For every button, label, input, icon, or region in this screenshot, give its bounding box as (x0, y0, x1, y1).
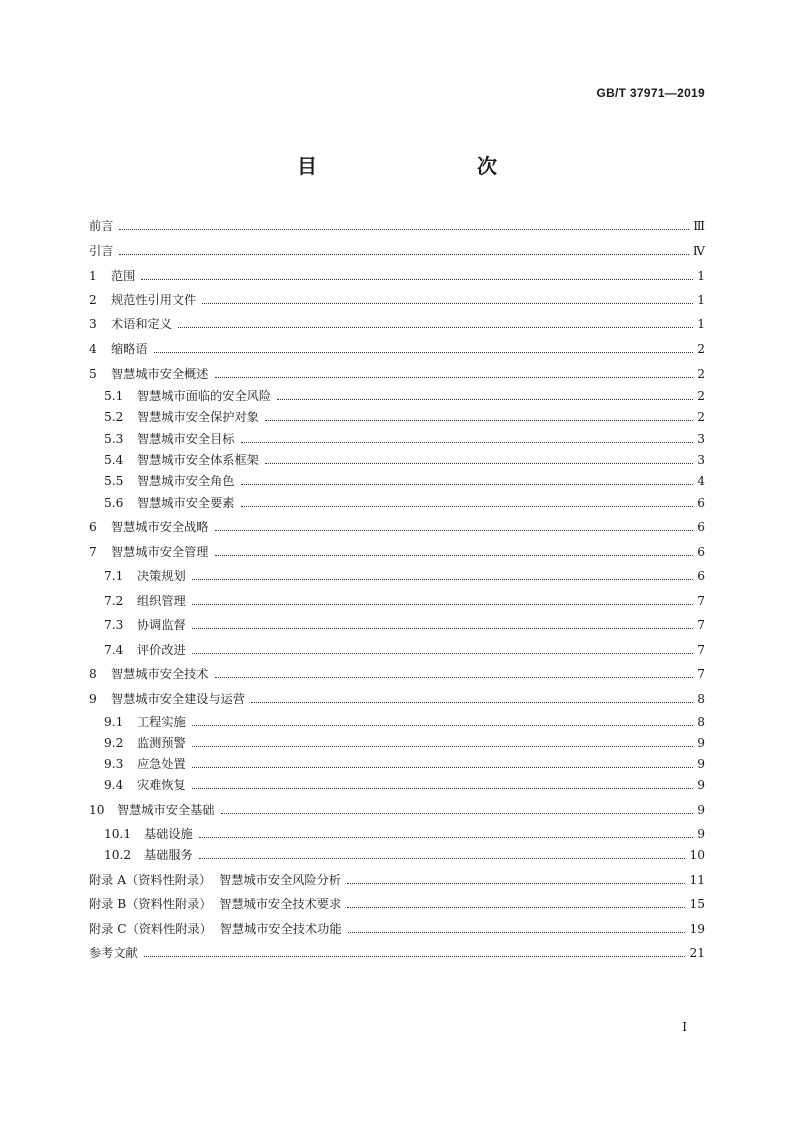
toc-number: 4 (89, 342, 97, 356)
toc-number: 5.2 (104, 410, 124, 424)
toc-page: 19 (689, 922, 705, 936)
leader-dots (265, 463, 693, 464)
toc-page: 6 (697, 545, 705, 559)
toc-entry-7-1[interactable] (89, 569, 705, 584)
toc-number: 7.3 (104, 618, 124, 632)
toc-page: 1 (697, 269, 705, 283)
toc-entry-7-4[interactable] (89, 643, 705, 658)
toc-page: 9 (697, 736, 705, 750)
toc-entry-appendix-a[interactable] (89, 873, 705, 888)
toc-entry-5-4[interactable] (89, 453, 705, 468)
toc-number: 5.1 (104, 389, 124, 403)
toc-entry-7-3[interactable] (89, 618, 705, 633)
toc-label: 组织管理 (137, 594, 186, 608)
leader-dots (199, 837, 693, 838)
leader-dots (154, 352, 694, 353)
toc-label: 缩略语 (111, 342, 148, 356)
leader-dots (192, 579, 693, 580)
leader-dots (241, 484, 694, 485)
toc-label: 参考文献 (89, 946, 138, 960)
toc-number: 9.4 (104, 778, 124, 792)
toc-page: 7 (697, 643, 705, 657)
toc-label: 灾难恢复 (137, 778, 186, 792)
leader-dots (347, 907, 685, 908)
toc-page: Ⅲ (693, 219, 705, 233)
toc-number: 9.1 (104, 715, 124, 729)
leader-dots (178, 327, 693, 328)
leader-dots (277, 399, 693, 400)
toc-label: 监测预警 (137, 736, 186, 750)
toc-number: 5.3 (104, 432, 124, 446)
toc-label: 附录 B（资料性附录） 智慧城市安全技术要求 (89, 897, 342, 911)
toc-label: 智慧城市安全要素 (137, 496, 235, 510)
leader-dots (265, 420, 693, 421)
leader-dots (192, 604, 693, 605)
toc-entry-10-2[interactable] (89, 848, 705, 863)
toc-entry-9-3[interactable] (89, 757, 705, 772)
toc-label: 智慧城市安全概述 (111, 367, 209, 381)
toc-page: 21 (689, 946, 705, 960)
leader-dots (347, 883, 685, 884)
toc-number: 9.3 (104, 757, 124, 771)
toc-page: 3 (697, 432, 705, 446)
toc-entry-7[interactable] (89, 545, 705, 560)
toc-number: 9 (89, 692, 97, 706)
toc-entry-bibliography[interactable] (89, 946, 705, 961)
toc-label: 智慧城市安全目标 (137, 432, 235, 446)
toc-entry-5-5[interactable] (89, 474, 705, 489)
leader-dots (202, 303, 693, 304)
leader-dots (241, 506, 694, 507)
leader-dots (192, 725, 693, 726)
leader-dots (192, 653, 693, 654)
toc-number: 1 (89, 269, 97, 283)
toc-number: 3 (89, 317, 97, 331)
toc-entry-5-3[interactable] (89, 432, 705, 447)
toc-entry-5[interactable] (89, 367, 705, 382)
page-title: 目 次 (297, 154, 537, 178)
toc-number: 10.1 (104, 827, 132, 841)
toc-page: 9 (697, 827, 705, 841)
leader-dots (215, 555, 694, 556)
toc-label: 规范性引用文件 (111, 293, 197, 307)
toc-entry-foreword[interactable] (89, 219, 705, 234)
toc-number: 5.6 (104, 496, 124, 510)
leader-dots (192, 767, 693, 768)
toc-page: 7 (697, 594, 705, 608)
toc-label: 智慧城市安全体系框架 (137, 453, 259, 467)
toc-label: 智慧城市面临的安全风险 (137, 389, 272, 403)
toc-number: 7.1 (104, 569, 124, 583)
toc-entry-5-6[interactable] (89, 496, 705, 511)
toc-label: 范围 (111, 269, 136, 283)
leader-dots (241, 442, 694, 443)
leader-dots (144, 956, 686, 957)
toc-page: 1 (697, 317, 705, 331)
leader-dots (221, 813, 694, 814)
toc-number: 5.4 (104, 453, 124, 467)
toc-page: 2 (697, 410, 705, 424)
toc-page: 1 (697, 293, 705, 307)
toc-page: 8 (697, 692, 705, 706)
leader-dots (192, 628, 693, 629)
toc-page: 2 (697, 389, 705, 403)
toc-entry-2[interactable] (89, 293, 705, 308)
toc-number: 7.4 (104, 643, 124, 657)
leader-dots (192, 746, 693, 747)
toc-label: 工程实施 (137, 715, 186, 729)
toc-entry-9[interactable] (89, 692, 705, 707)
toc-number: 2 (89, 293, 97, 307)
toc-entry-10-1[interactable] (89, 827, 705, 842)
toc-number: 7.2 (104, 594, 124, 608)
toc-label: 智慧城市安全基础 (117, 803, 215, 817)
toc-page: 9 (697, 778, 705, 792)
toc-page: 11 (689, 873, 705, 887)
toc-label: 智慧城市安全保护对象 (137, 410, 259, 424)
toc-label: 附录 C（资料性附录） 智慧城市安全技术功能 (89, 922, 342, 936)
toc-entry-introduction[interactable] (89, 244, 705, 259)
toc-number: 5.5 (104, 474, 124, 488)
toc-page: 6 (697, 569, 705, 583)
leader-dots (119, 229, 689, 230)
toc-entry-9-4[interactable] (89, 778, 705, 793)
leader-dots (215, 530, 694, 531)
toc-label: 引言 (89, 244, 114, 258)
standard-code: GB/T 37971—2019 (596, 86, 705, 100)
toc-page: 7 (697, 618, 705, 632)
leader-dots (119, 254, 688, 255)
toc-label: 评价改进 (137, 643, 186, 657)
toc-page: 2 (697, 367, 705, 381)
toc-label: 术语和定义 (111, 317, 172, 331)
toc-label: 应急处置 (137, 757, 186, 771)
leader-dots (215, 677, 694, 678)
toc-entry-4[interactable] (89, 342, 705, 357)
toc-page: 3 (697, 453, 705, 467)
toc-page: 6 (697, 520, 705, 534)
leader-dots (251, 702, 693, 703)
toc-label: 智慧城市安全角色 (137, 474, 235, 488)
toc-entry-6[interactable] (89, 520, 705, 535)
toc-page: 6 (697, 496, 705, 510)
toc-entry-5-2[interactable] (89, 410, 705, 425)
toc-entry-8[interactable] (89, 667, 705, 682)
toc-page: 8 (697, 715, 705, 729)
toc-label: 决策规划 (137, 569, 186, 583)
toc-page: 4 (697, 474, 705, 488)
toc-page: 9 (697, 803, 705, 817)
toc-page: 9 (697, 757, 705, 771)
toc-number: 10.2 (104, 848, 132, 862)
leader-dots (141, 279, 693, 280)
leader-dots (192, 788, 693, 789)
toc-entry-5-1[interactable] (89, 389, 705, 404)
toc-label: 基础设施 (144, 827, 193, 841)
leader-dots (215, 377, 694, 378)
toc-number: 5 (89, 367, 97, 381)
leader-dots (199, 858, 686, 859)
toc-entry-1[interactable] (89, 269, 705, 284)
toc-label: 智慧城市安全建设与运营 (111, 692, 246, 706)
toc-entry-7-2[interactable] (89, 594, 705, 609)
page-number: I (682, 1020, 687, 1034)
toc-page: 10 (689, 848, 705, 862)
toc-label: 智慧城市安全管理 (111, 545, 209, 559)
toc-entry-10[interactable] (89, 803, 705, 818)
toc-label: 基础服务 (144, 848, 193, 862)
toc-entry-appendix-c[interactable] (89, 922, 705, 937)
toc-page: 2 (697, 342, 705, 356)
toc-entry-9-1[interactable] (89, 715, 705, 730)
toc-number: 10 (89, 803, 105, 817)
toc-number: 7 (89, 545, 97, 559)
toc-number: 8 (89, 667, 97, 681)
toc-label: 协调监督 (137, 618, 186, 632)
toc-number: 6 (89, 520, 97, 534)
toc-page: Ⅳ (692, 244, 705, 258)
toc-label: 附录 A（资料性附录） 智慧城市安全风险分析 (89, 873, 341, 887)
toc-entry-appendix-b[interactable] (89, 897, 705, 912)
toc-page: 15 (689, 897, 705, 911)
toc-label: 智慧城市安全战略 (111, 520, 209, 534)
toc-entry-3[interactable] (89, 317, 705, 332)
toc-label: 智慧城市安全技术 (111, 667, 209, 681)
toc-entry-9-2[interactable] (89, 736, 705, 751)
leader-dots (348, 932, 686, 933)
toc-page: 7 (697, 667, 705, 681)
toc-number: 9.2 (104, 736, 124, 750)
toc-label: 前言 (89, 219, 114, 233)
